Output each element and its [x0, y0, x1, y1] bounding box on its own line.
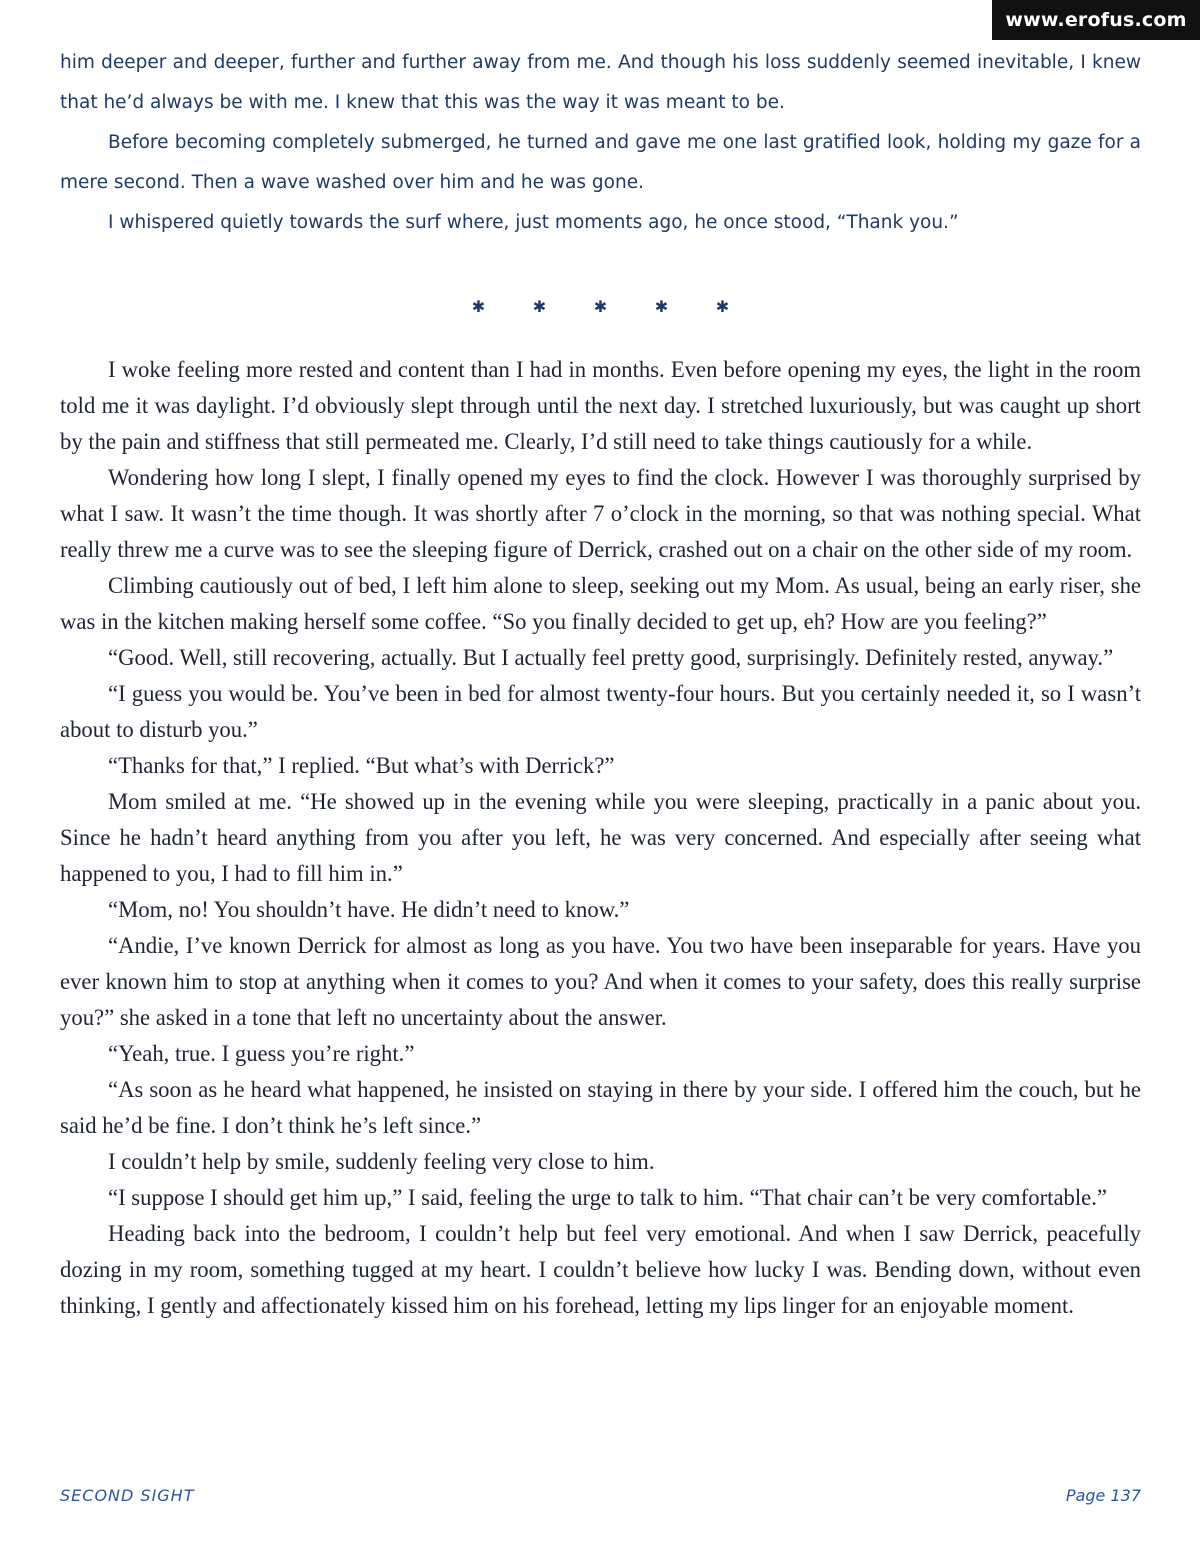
book-title: SECOND SIGHT — [60, 1486, 195, 1505]
handwritten-paragraph: Before becoming completely submerged, he turned and gave me one last gratified look, holding my gaze for a mere second. Then a wave washed over him and he was gone. — [60, 132, 1141, 193]
story-paragraph: “Andie, I’ve known Derrick for almost as long as you have. You two have been inseparable for years. Have you ever known him to stop at anything when it comes to you? And when it comes to your safety, does this really surprise you?” she asked in a tone that left no uncertainty about the answer. — [60, 933, 1141, 1030]
story-paragraph: I woke feeling more rested and content than I had in months. Even before opening my eyes, the light in the room told me it was daylight. I’d obviously slept through until the next day. I stretched luxuriously, but was caught up short by the pain and stiffness that still permeated me. Clearly, I’d still need to take things cautiously for a while. — [60, 357, 1141, 454]
asterisk-icon: ✱ — [593, 296, 608, 316]
section-divider — [60, 286, 1141, 326]
page-number: Page 137 — [1065, 1486, 1141, 1505]
story-paragraph: Wondering how long I slept, I finally opened my eyes to find the clock. However I was thoroughly surprised by what I saw. It wasn’t the time though. It was shortly after 7 o’clock in the morning, so that was nothing special. What really threw me a curve was to see the sleeping figure of Derrick, crashed out on a chair on the other side of my room. — [60, 465, 1141, 562]
asterisk-icon: ✱ — [715, 296, 730, 316]
page-body — [60, 0, 1141, 1324]
story-paragraph: Climbing cautiously out of bed, I left him alone to sleep, seeking out my Mom. As usual, being an early riser, she was in the kitchen making herself some coffee. “So you finally decided to get up, eh? How are you feeling?” — [60, 573, 1141, 634]
handwritten-paragraph: him deeper and deeper, further and further away from me. And though his loss suddenly seemed inevitable, I knew that he’d always be with me. I knew that this was the way it was meant to be. — [60, 52, 1141, 113]
watermark-text: www.erofus.com — [992, 0, 1200, 40]
story-paragraph: “I suppose I should get him up,” I said, feeling the urge to talk to him. “That chair can’t be very comfortable.” — [108, 1185, 1107, 1210]
story-paragraph: “Good. Well, still recovering, actually. But I actually feel pretty good, surprisingly. Definitely rested, anyway.” — [108, 645, 1114, 670]
handwritten-section — [60, 0, 1141, 243]
story-paragraph: “Thanks for that,” I replied. “But what’s with Derrick?” — [108, 753, 615, 778]
story-paragraph: Heading back into the bedroom, I couldn’t help but feel very emotional. And when I saw Derrick, peacefully dozing in my room, something tugged at my heart. I couldn’t believe how lucky I was. Bending down, without even thinking, I gently and affectionately kissed him on his forehead, letting my lips linger for an enjoyable moment. — [60, 1221, 1141, 1318]
handwritten-paragraph: I whispered quietly towards the surf where, just moments ago, he once stood, “Thank you.” — [108, 212, 959, 233]
story-paragraph: I couldn’t help by smile, suddenly feeling very close to him. — [108, 1149, 655, 1174]
story-paragraph: “As soon as he heard what happened, he insisted on staying in there by your side. I offered him the couch, but he said he’d be fine. I don’t think he’s left since.” — [60, 1077, 1141, 1138]
story-paragraph: “Mom, no! You shouldn’t have. He didn’t need to know.” — [108, 897, 630, 922]
story-paragraph: “Yeah, true. I guess you’re right.” — [108, 1041, 415, 1066]
asterisk-icon: ✱ — [532, 296, 547, 316]
asterisk-icon: ✱ — [654, 296, 669, 316]
asterisk-icon: ✱ — [471, 296, 486, 316]
story-paragraph: “I guess you would be. You’ve been in bed for almost twenty-four hours. But you certainly needed it, so I wasn’t about to disturb you.” — [60, 681, 1141, 742]
story-paragraph: Mom smiled at me. “He showed up in the evening while you were sleeping, practically in a panic about you. Since he hadn’t heard anything from you after you left, he was very concerned. And especially after seeing what happened to you, I had to fill him in.” — [60, 789, 1141, 886]
story-text — [60, 352, 1141, 1324]
page-footer — [60, 1486, 1141, 1505]
